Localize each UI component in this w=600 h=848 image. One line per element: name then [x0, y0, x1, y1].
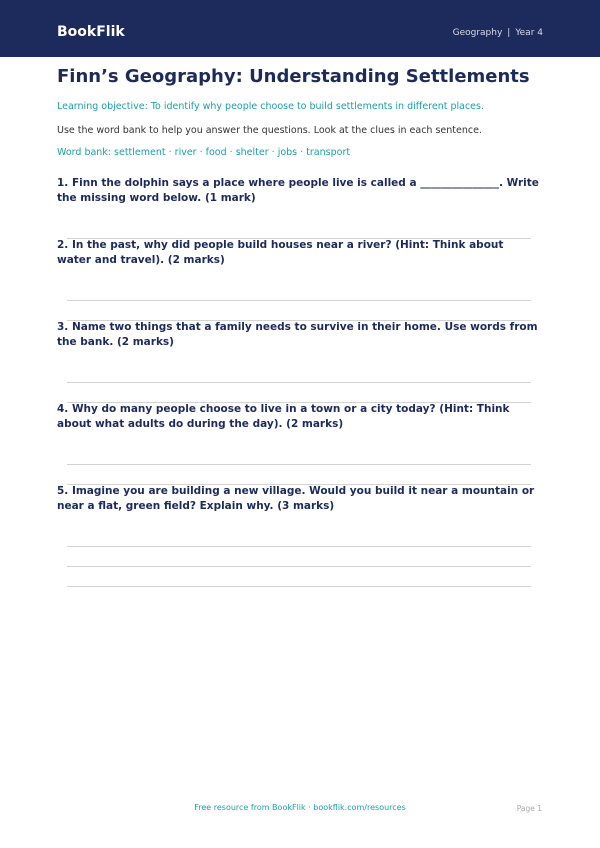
- brand-logo[interactable]: BookFlik: [57, 24, 125, 40]
- page-number: Page 1: [516, 804, 542, 813]
- subject-label: [453, 26, 543, 40]
- answer-line-4b[interactable]: [67, 484, 531, 485]
- answer-line-3[interactable]: [67, 382, 531, 383]
- word-bank: Word bank: settlement · river · food · shelter · jobs · transport: [57, 147, 351, 158]
- footer-resource-link[interactable]: Free resource from BookFlik · bookflik.com/resources: [194, 803, 406, 812]
- answer-line-3b[interactable]: [67, 402, 531, 403]
- question-2: 2. In the past, why did people build houses near a river? (Hint: Think about water and travel). (2 marks): [57, 239, 504, 266]
- answer-line-2b[interactable]: [67, 320, 531, 321]
- subject-name: Geography: [452, 28, 503, 38]
- question-5: 5. Imagine you are building a new village. Would you build it near a mountain or near a flat, green field? Explain why. (3 marks): [57, 485, 535, 512]
- question-1: 1. Finn the dolphin says a place where people live is called a _______________. Write the missing word below. (1 mark): [57, 177, 539, 204]
- header-bar: [0, 0, 600, 57]
- question-3: 3. Name two things that a family needs to survive in their home. Use words from the bank. (2 marks): [57, 321, 538, 348]
- instructions-text: Use the word bank to help you answer the questions. Look at the clues in each sentence.: [57, 125, 482, 136]
- learning-objective: Learning objective: To identify why people choose to build settlements in different places.: [57, 101, 484, 112]
- page-title: Finn’s Geography: Understanding Settlements: [57, 66, 530, 87]
- year-name: Year 4: [515, 28, 543, 38]
- answer-line-4[interactable]: [67, 464, 531, 465]
- answer-line-5a[interactable]: [67, 546, 531, 547]
- answer-line-5b[interactable]: [67, 566, 531, 567]
- subject-separator: |: [507, 28, 511, 38]
- question-4: 4. Why do many people choose to live in a town or a city today? (Hint: Think about what adults do during the day). (2 marks): [57, 403, 510, 430]
- answer-line-5c[interactable]: [67, 586, 531, 587]
- answer-line-2[interactable]: [67, 300, 531, 301]
